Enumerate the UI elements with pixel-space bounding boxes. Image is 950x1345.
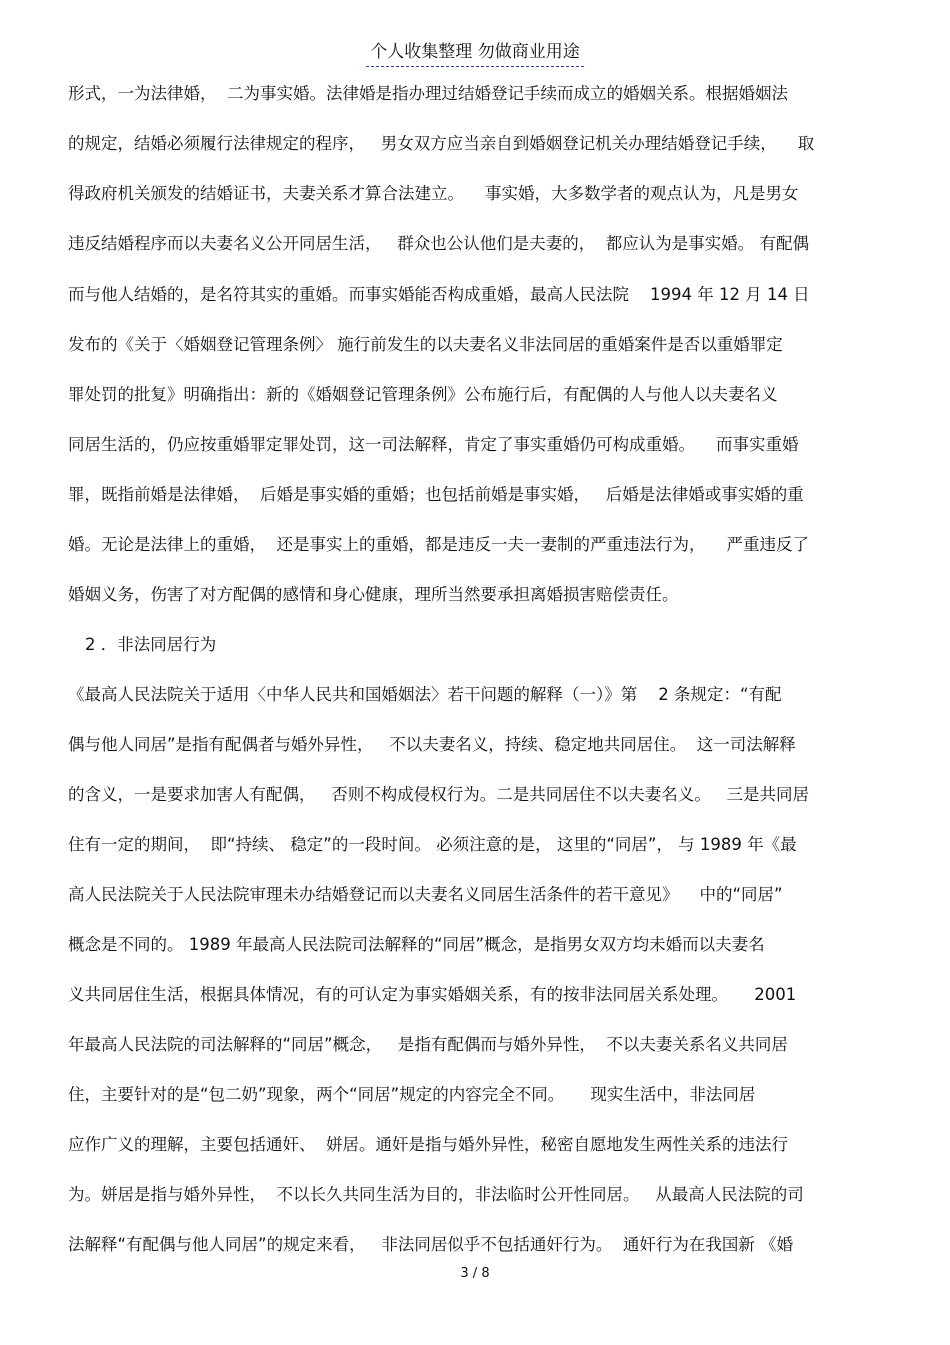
text-line: 得政府机关颁发的结婚证书，夫妻关系才算合法建立。 事实婚，大多数学者的观点认为，凡是男女 <box>68 184 799 203</box>
text-line: 《最高人民法院关于适用〈中华人民共和国婚姻法〉若干问题的解释（一）》第 2 条规定：“有配 <box>68 685 782 704</box>
text-line: 婚。无论是法律上的重婚， 还是事实上的重婚，都是违反一夫一妻制的严重违法行为， 严重违反了 <box>68 535 809 554</box>
text-line: 年最高人民法院的司法解释的“同居”概念， 是指有配偶而与婚外异性， 不以夫妻关系名义共同居 <box>68 1035 788 1054</box>
text-line: 偶与他人同居”是指有配偶者与婚外异性， 不以夫妻名义，持续、稳定地共同居住。 这一司法解释 <box>68 735 796 754</box>
text-line: 为。姘居是指与婚外异性， 不以长久共同生活为目的，非法临时公开性同居。 从最高人民法院的司 <box>68 1185 804 1204</box>
text-line: 发布的《关于〈婚姻登记管理条例〉 施行前发生的以夫妻名义非法同居的重婚案件是否以重婚罪定 <box>68 335 783 354</box>
text-line: 的规定，结婚必须履行法律规定的程序， 男女双方应当亲自到婚姻登记机关办理结婚登记手续， 取 <box>68 134 815 153</box>
text-line: 罪，既指前婚是法律婚， 后婚是事实婚的重婚；也包括前婚是事实婚， 后婚是法律婚或事实婚的重 <box>68 485 804 504</box>
page-header <box>0 40 950 67</box>
text-line: 义共同居住生活，根据具体情况，有的可认定为事实婚姻关系，有的按非法同居关系处理。 2001 <box>68 985 797 1004</box>
text-line: 的含义，一是要求加害人有配偶， 否则不构成侵权行为。二是共同居住不以夫妻名义。 三是共同居 <box>68 785 809 804</box>
text-line: 形式，一为法律婚， 二为事实婚。法律婚是指办理过结婚登记手续而成立的婚姻关系。根据婚姻法 <box>68 84 788 103</box>
text-line: 同居生活的，仍应按重婚罪定罪处罚，这一司法解释，肯定了事实重婚仍可构成重婚。 而事实重婚 <box>68 435 799 454</box>
text-line: 住，主要针对的是“包二奶”现象，两个“同居”规定的内容完全不同。 现实生活中，非法同居 <box>68 1085 756 1104</box>
section-heading: 2 ．非法同居行为 <box>85 635 217 654</box>
text-line: 罪处罚的批复》明确指出：新的《婚姻登记管理条例》公布施行后，有配偶的人与他人以夫妻名义 <box>68 385 778 404</box>
text-line: 违反结婚程序而以夫妻名义公开同居生活， 群众也公认他们是夫妻的， 都应认为是事实婚。 有配偶 <box>68 234 809 253</box>
header-title: 个人收集整理 勿做商业用途 <box>366 40 583 67</box>
text-line: 婚姻义务，伤害了对方配偶的感情和身心健康，理所当然要承担离婚损害赔偿责任。 <box>68 585 679 604</box>
text-line: 住有一定的期间， 即“持续、 稳定”的一段时间。 必须注意的是， 这里的“同居”， 与 1989 年《最 <box>68 835 797 854</box>
text-line: 而与他人结婚的，是名符其实的重婚。而事实婚能否构成重婚，最高人民法院 1994 年 12 月 14 日 <box>68 285 810 304</box>
text-line: 高人民法院关于人民法院审理未办结婚登记而以夫妻名义同居生活条件的若干意见》 中的“同居” <box>68 885 783 904</box>
text-line: 概念是不同的。 1989 年最高人民法院司法解释的“同居”概念，是指男女双方均未婚而以夫妻名 <box>68 935 765 954</box>
page-number: 3 / 8 <box>460 1266 490 1281</box>
text-line: 法解释“有配偶与他人同居”的规定来看， 非法同居似乎不包括通奸行为。 通奸行为在我国新 《婚 <box>68 1235 794 1254</box>
text-line: 应作广义的理解，主要包括通奸、 姘居。通奸是指与婚外异性，秘密自愿地发生两性关系的违法行 <box>68 1135 788 1154</box>
